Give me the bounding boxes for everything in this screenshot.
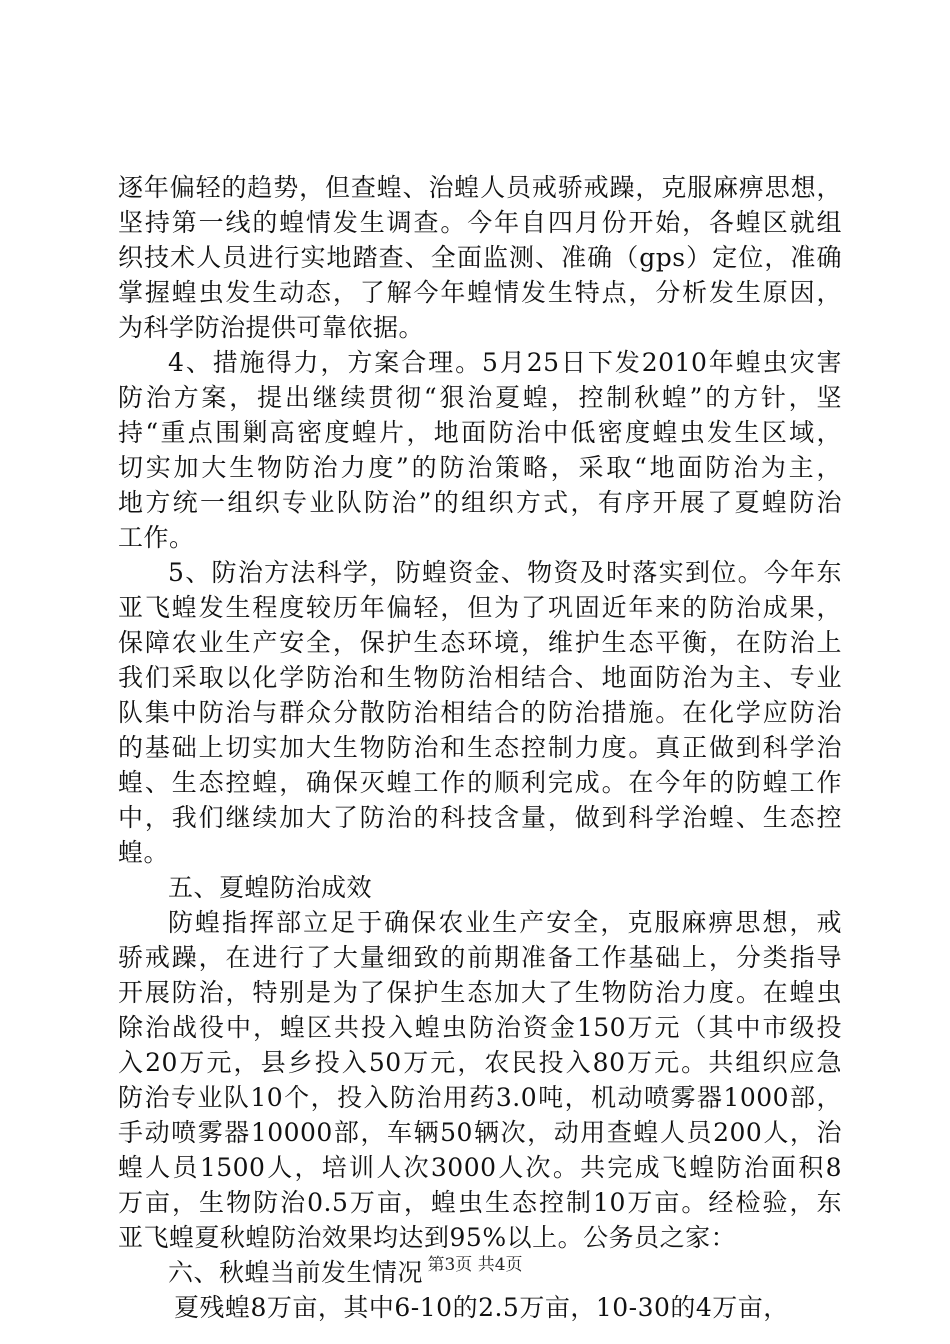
- text-line: 开展防治，特别是为了保护生态加大了生物防治力度。在蝗虫: [118, 978, 842, 1007]
- paragraph: [118, 555, 842, 870]
- text-line: 地方统一组织专业队防治”的组织方式，有序开展了夏蝗防治: [118, 488, 842, 517]
- text-line: 掌握蝗虫发生动态，了解今年蝗情发生特点，分析发生原因，: [118, 278, 842, 307]
- text-line: 防治方案，提出继续贯彻“狠治夏蝗，控制秋蝗”的方针，坚: [118, 383, 842, 412]
- page-footer: [0, 1250, 950, 1275]
- text-line: 防蝗指挥部立足于确保农业生产安全，克服麻痹思想，戒: [168, 908, 842, 937]
- text-line: 蝗人员1500人，培训人次3000人次。共完成飞蝗防治面积8: [118, 1153, 842, 1182]
- text-line: 5、防治方法科学，防蝗资金、物资及时落实到位。今年东: [168, 558, 842, 587]
- text-line: 夏残蝗8万亩，其中6-10的2.5万亩，10-30的4万亩，: [174, 1293, 789, 1322]
- text-line: 蝗、生态控蝗，确保灭蝗工作的顺利完成。在今年的防蝗工作: [118, 768, 842, 797]
- text-line: 防治专业队10个，投入防治用药3.0吨，机动喷雾器1000部，: [118, 1083, 842, 1112]
- text-line: 我们采取以化学防治和生物防治相结合、地面防治为主、专业: [118, 663, 842, 692]
- page-number-label: 第3页 共4页: [427, 1255, 523, 1275]
- text-line: 手动喷雾器10000部，车辆50辆次，动用查蝗人员200人，治: [118, 1118, 842, 1147]
- paragraph: [118, 1290, 842, 1325]
- text-line: 亚飞蝗夏秋蝗防治效果均达到95%以上。公务员之家：: [118, 1223, 737, 1252]
- text-line: 万亩，生物防治0.5万亩，蝗虫生态控制10万亩。经检验，东: [118, 1188, 842, 1217]
- text-line: 4、措施得力，方案合理。5月25日下发2010年蝗虫灾害: [168, 348, 842, 377]
- paragraph: [118, 170, 842, 345]
- text-line: 除治战役中，蝗区共投入蝗虫防治资金150万元（其中市级投: [118, 1013, 842, 1042]
- text-line: 保障农业生产安全，保护生态环境，维护生态平衡，在防治上: [118, 628, 842, 657]
- text-line: 持“重点围剿高密度蝗片，地面防治中低密度蝗虫发生区域，: [118, 418, 842, 447]
- text-line: 的基础上切实加大生物防治和生态控制力度。真正做到科学治: [118, 733, 842, 762]
- paragraph: [118, 905, 842, 1255]
- paragraph: [118, 870, 842, 905]
- text-line: 蝗。: [118, 838, 170, 867]
- text-line: 骄戒躁，在进行了大量细致的前期准备工作基础上，分类指导: [118, 943, 842, 972]
- text-line: 亚飞蝗发生程度较历年偏轻，但为了巩固近年来的防治成果，: [118, 593, 842, 622]
- text-line: 工作。: [118, 523, 195, 552]
- paragraph: [118, 345, 842, 555]
- document-body: [118, 170, 842, 1325]
- text-line: 切实加大生物防治力度”的防治策略，采取“地面防治为主，: [118, 453, 842, 482]
- text-line: 六、秋蝗当前发生情况: [168, 1258, 424, 1287]
- text-line: 织技术人员进行实地踏查、全面监测、准确（gps）定位，准确: [118, 243, 842, 272]
- text-line: 五、夏蝗防治成效: [168, 873, 373, 902]
- text-line: 中，我们继续加大了防治的科技含量，做到科学治蝗、生态控: [118, 803, 842, 832]
- text-line: 逐年偏轻的趋势，但查蝗、治蝗人员戒骄戒躁，克服麻痹思想，: [118, 173, 842, 202]
- text-line: 为科学防治提供可靠依据。: [118, 313, 425, 342]
- text-line: 入20万元，县乡投入50万元，农民投入80万元。共组织应急: [118, 1048, 842, 1077]
- text-line: 坚持第一线的蝗情发生调查。今年自四月份开始，各蝗区就组: [118, 208, 842, 237]
- text-line: 队集中防治与群众分散防治相结合的防治措施。在化学应防治: [118, 698, 842, 727]
